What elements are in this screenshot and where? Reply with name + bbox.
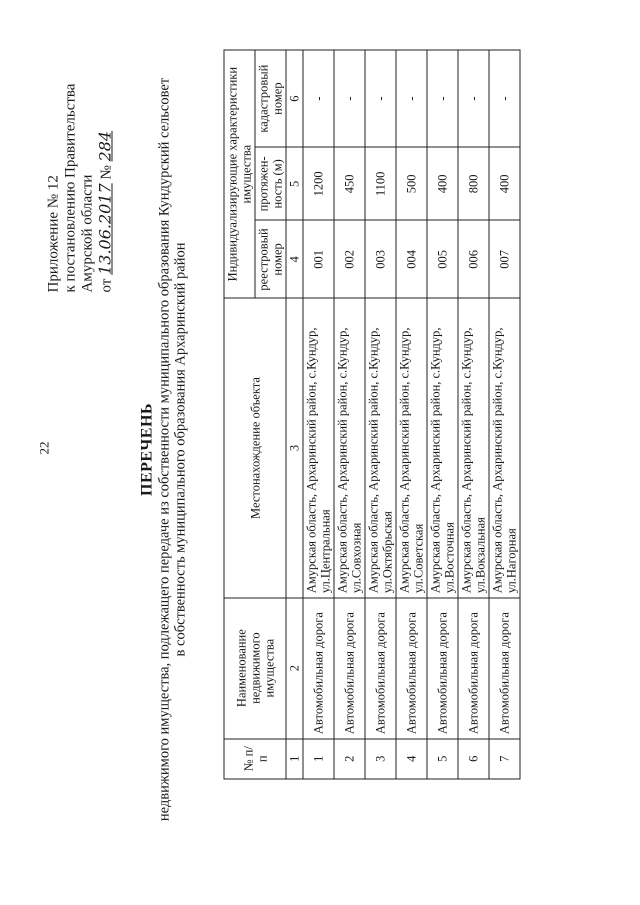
- appendix-line1: Приложение № 12: [45, 175, 62, 293]
- cell-length: 1200: [303, 147, 334, 220]
- cell-num: 2: [334, 739, 365, 779]
- col-num: 2: [286, 598, 303, 739]
- column-number-row: [286, 50, 303, 779]
- rotated-page: [1, 0, 640, 905]
- num-value: 284: [95, 130, 115, 162]
- appendix-line3: Амурской области: [79, 174, 96, 293]
- cell-length: 800: [458, 147, 489, 220]
- cell-registry: 001: [303, 220, 334, 298]
- header-characteristics: Индивидуализирующие характеристики имущества: [224, 50, 255, 298]
- subtitle-line2: в собственность муниципального образования Архаринский район: [172, 242, 189, 657]
- cell-location: Амурская область, Архаринский район, с.Кундур, ул.Советская: [396, 298, 427, 597]
- col-num: 3: [286, 298, 303, 597]
- cell-length: 400: [489, 147, 520, 220]
- table-row: [303, 50, 334, 779]
- cell-name: Автомобильная дорога: [489, 598, 520, 739]
- col-num: 6: [286, 50, 303, 147]
- cell-num: 5: [427, 739, 458, 779]
- cell-registry: 007: [489, 220, 520, 298]
- cell-location: Амурская область, Архаринский район, с.Кундур, ул.Центральная: [303, 298, 334, 597]
- cell-registry: 003: [365, 220, 396, 298]
- header-location: Местонахождение объекта: [224, 298, 286, 597]
- cell-num: 7: [489, 739, 520, 779]
- cell-location: Амурская область, Архаринский район, с.Кундур, ул.Восточная: [427, 298, 458, 597]
- cell-length: 450: [334, 147, 365, 220]
- date-prefix: от: [98, 278, 115, 293]
- cell-num: 1: [303, 739, 334, 779]
- table-row: [489, 50, 520, 779]
- cell-name: Автомобильная дорога: [458, 598, 489, 739]
- cell-location: Амурская область, Архаринский район, с.Кундур, ул.Вокзальная: [458, 298, 489, 597]
- appendix-date-line: [97, 23, 116, 293]
- cell-registry: 004: [396, 220, 427, 298]
- cell-cadastral: -: [303, 50, 334, 147]
- table-row: [427, 50, 458, 779]
- page-number: 22: [36, 441, 52, 455]
- cell-cadastral: -: [334, 50, 365, 147]
- table-row: [396, 50, 427, 779]
- num-prefix: №: [98, 165, 115, 180]
- cell-num: 4: [396, 739, 427, 779]
- cell-length: 400: [427, 147, 458, 220]
- subtitle-line1: недвижимого имущества, подлежащего передаче из собственности муниципального образования Кундурский сельсовет: [156, 77, 173, 822]
- cell-location: Амурская область, Архаринский район, с.Кундур, ул.Октябрьская: [365, 298, 396, 597]
- col-num: 5: [286, 147, 303, 220]
- cell-registry: 002: [334, 220, 365, 298]
- cell-location: Амурская область, Архаринский район, с.Кундур, ул.Совхозная: [334, 298, 365, 597]
- header-num: № п/п: [224, 739, 286, 779]
- appendix-line2: к постановлению Правительства: [62, 83, 79, 293]
- date-value: 13.06.2017: [95, 183, 115, 275]
- cell-location: Амурская область, Архаринский район, с.Кундур, ул.Нагорная: [489, 298, 520, 597]
- cell-cadastral: -: [365, 50, 396, 147]
- appendix-block: [46, 23, 116, 293]
- document-title: ПЕРЕЧЕНЬ: [138, 403, 156, 496]
- cell-registry: 006: [458, 220, 489, 298]
- cell-name: Автомобильная дорога: [303, 598, 334, 739]
- cell-cadastral: -: [458, 50, 489, 147]
- col-num: 4: [286, 220, 303, 298]
- header-name: Наименование недвижимого имущества: [224, 598, 286, 739]
- cell-name: Автомобильная дорога: [427, 598, 458, 739]
- title-block: [139, 35, 189, 865]
- cell-name: Автомобильная дорога: [334, 598, 365, 739]
- cell-name: Автомобильная дорога: [396, 598, 427, 739]
- table-row: [458, 50, 489, 779]
- col-num: 1: [286, 739, 303, 779]
- cell-num: 6: [458, 739, 489, 779]
- cell-num: 3: [365, 739, 396, 779]
- table-header-row: [224, 50, 255, 779]
- header-length: протяжен- ность (м): [255, 147, 286, 220]
- table-row: [334, 50, 365, 779]
- table-row: [365, 50, 396, 779]
- cell-cadastral: -: [427, 50, 458, 147]
- header-cadastral: кадастровый номер: [255, 50, 286, 147]
- cell-registry: 005: [427, 220, 458, 298]
- property-table: [224, 50, 521, 780]
- cell-length: 1100: [365, 147, 396, 220]
- cell-name: Автомобильная дорога: [365, 598, 396, 739]
- header-registry: реестровый номер: [255, 220, 286, 298]
- cell-length: 500: [396, 147, 427, 220]
- cell-cadastral: -: [489, 50, 520, 147]
- cell-cadastral: -: [396, 50, 427, 147]
